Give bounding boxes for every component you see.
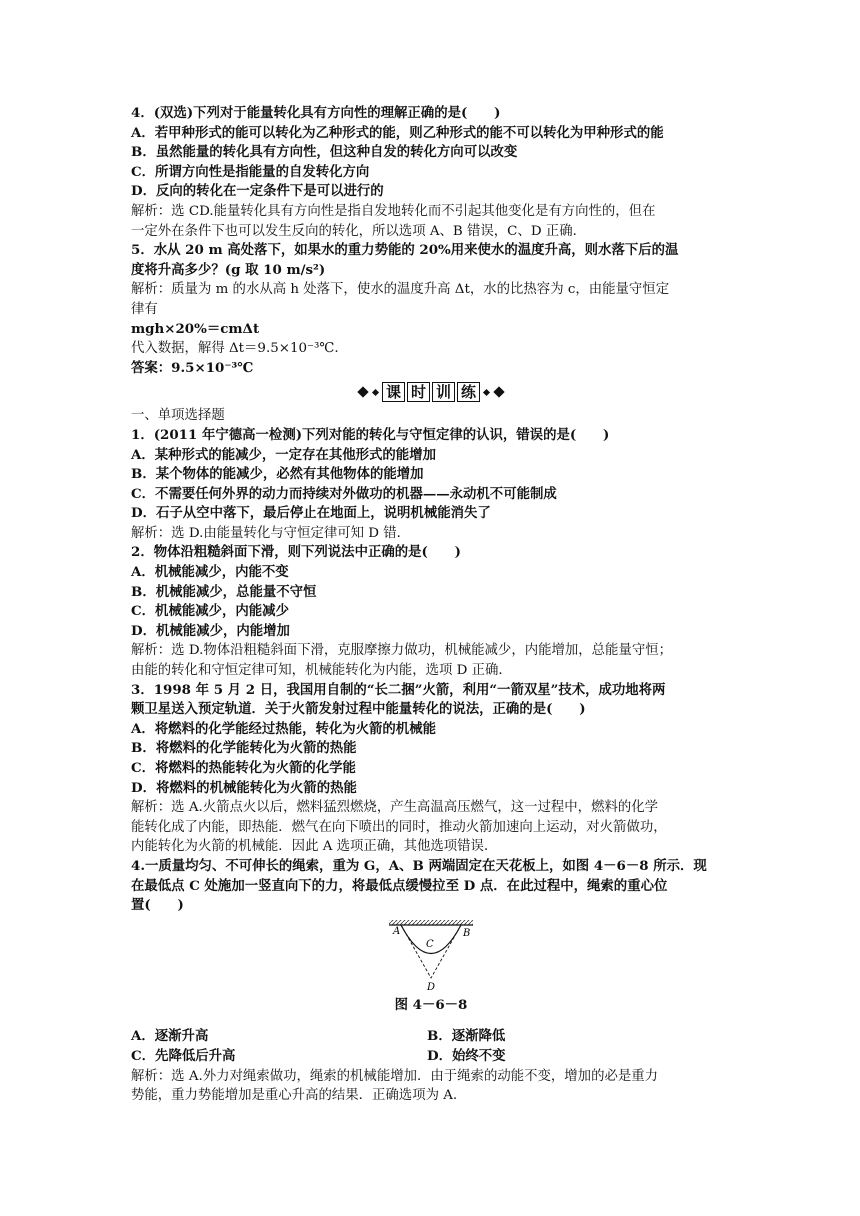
section-heading: 一、单项选择题 — [131, 408, 225, 424]
exercise-2-stem: 2．物体沿粗糙斜面下滑，则下列说法中正确的是( ) — [131, 544, 461, 561]
question-5-line-2: 度将升高多少？(g 取 10 m/s²) — [131, 261, 326, 278]
exercise-4-option-b: B．逐渐降低 — [427, 1028, 506, 1045]
label-c: C — [426, 938, 434, 950]
answer-5-result: 代入数据，解得 Δt＝9.5×10⁻³℃. — [131, 341, 339, 357]
exercise-4-stem-line-2: 在最低点 C 处施加一竖直向下的力，将最低点缓慢拉至 D 点．在此过程中，绳索的重心位 — [131, 877, 668, 894]
label-d: D — [427, 981, 436, 993]
document-page — [131, 104, 731, 1106]
section-exercises — [131, 406, 731, 915]
answer-5-final: 答案：9.5×10⁻³℃ — [131, 359, 254, 376]
question-4-option-c: C．所谓方向性是指能量的自发转化方向 — [131, 163, 370, 180]
answer-5-line-1: 解析：质量为 m 的水从高 h 处落下，使水的温度升高 Δt，水的比热容为 c，由能量守恒定 — [131, 282, 670, 298]
answer-5-line-2: 律有 — [131, 301, 158, 317]
question-4-option-a: A．若甲种形式的能可以转化为乙种形式的能，则乙种形式的能不可以转化为甲种形式的能 — [131, 124, 664, 141]
section-previous-questions — [131, 104, 731, 378]
exercise-2-answer-line-2: 由能的转化和守恒定律可知，机械能转化为内能，选项 D 正确． — [131, 663, 512, 679]
exercise-3-answer-line-1: 解析：选 A.火箭点火以后，燃料猛烈燃烧，产生高温高压燃气，这一过程中，燃料的化学 — [131, 800, 659, 816]
exercise-1-option-d: D．石子从空中落下，最后停止在地面上，说明机械能消失了 — [131, 505, 491, 522]
exercise-2-answer-line-1: 解析：选 D.物体沿粗糙斜面下滑，克服摩擦力做功，机械能减少，内能增加，总能量守恒； — [131, 643, 673, 659]
exercise-1-stem: 1．(2011 年宁德高一检测)下列对能的转化与守恒定律的认识，错误的是( ) — [131, 426, 610, 443]
banner-char: 时 — [407, 382, 430, 402]
exercise-3-stem-line-1: 3．1998 年 5 月 2 日，我国用自制的“长二捆”火箭，利用“一箭双星”技术，成功地将两 — [131, 681, 666, 698]
exercise-3-option-c: C．将燃料的热能转化为火箭的化学能 — [131, 760, 356, 776]
diamond-icon — [493, 387, 504, 398]
rope-diagram — [383, 918, 479, 994]
section-banner — [131, 379, 731, 405]
rope-figure — [131, 918, 731, 996]
label-a: A — [393, 925, 401, 937]
exercise-4-option-a: A．逐渐升高 — [131, 1028, 209, 1045]
exercise-2-option-c: C．机械能减少，内能减少 — [131, 603, 289, 620]
question-5-line-1: 5．水从 20 m 高处落下，如果水的重力势能的 20%用来使水的温度升高，则水落下后的温 — [131, 242, 679, 259]
exercise-4-options-row-1 — [131, 1027, 731, 1047]
rope-pulled-dashed — [401, 925, 461, 978]
answer-5-equation: mgh×20%＝cmΔt — [131, 320, 260, 337]
exercise-1-option-a: A．某种形式的能减少，一定存在其他形式的能增加 — [131, 446, 436, 463]
question-4-option-b: B．虽然能量的转化具有方向性，但这种自发的转化方向可以改变 — [131, 144, 518, 161]
label-b: B — [463, 927, 471, 939]
exercise-3-stem-line-2: 颗卫星送入预定轨道．关于火箭发射过程中能量转化的说法，正确的是( ) — [131, 701, 586, 718]
answer-4-line-1: 解析：选 CD.能量转化具有方向性是指自发地转化而不引起其他变化是有方向性的，但在 — [131, 203, 656, 219]
exercise-4-options-row-2 — [131, 1047, 731, 1067]
answer-4-line-2: 一定外在条件下也可以发生反向的转化，所以选项 A、B 错误，C、D 正确． — [131, 223, 586, 239]
banner-char: 训 — [432, 382, 455, 402]
exercise-1-option-c: C．不需要任何外界的动力而持续对外做功的机器——永动机不可能制成 — [131, 485, 557, 502]
figure-caption: 图 4－6－8 — [394, 996, 468, 1013]
banner-char: 练 — [457, 382, 480, 402]
exercise-2-option-b: B．机械能减少，总能量不守恒 — [131, 583, 317, 600]
diamond-icon — [357, 387, 368, 398]
exercise-3-option-b: B．将燃料的化学能转化为火箭的热能 — [131, 740, 357, 757]
exercise-3-option-a: A．将燃料的化学能经过热能，转化为火箭的机械能 — [131, 720, 436, 737]
exercise-1-option-b: B．某个物体的能减少，必然有其他物体的能增加 — [131, 466, 424, 483]
exercise-3-answer-line-3: 内能转化为火箭的机械能．因此 A 选项正确，其他选项错误． — [131, 839, 498, 855]
diamond-icon — [483, 389, 490, 396]
banner-char: 课 — [382, 382, 405, 402]
exercise-4-answer-line-2: 势能，重力势能增加是重心升高的结果．正确选项为 A. — [131, 1088, 458, 1104]
exercise-4-option-c: C．先降低后升高 — [131, 1047, 236, 1064]
exercise-4-option-d: D．始终不变 — [427, 1047, 506, 1064]
exercise-4-stem-line-1: 4.一质量均匀、不可伸长的绳索，重为 G，A、B 两端固定在天花板上，如图 4－6－8 所示．现 — [131, 857, 707, 874]
exercise-3-answer-line-2: 能转化成了内能，即热能．燃气在向下喷出的同时，推动火箭加速向上运动，对火箭做功， — [131, 819, 667, 835]
exercise-4-stem-line-3: 置( ) — [131, 897, 184, 914]
exercise-1-answer: 解析：选 D.由能量转化与守恒定律可知 D 错． — [131, 525, 411, 541]
exercise-2-option-d: D．机械能减少，内能增加 — [131, 622, 290, 639]
question-4-stem: 4．(双选)下列对于能量转化具有方向性的理解正确的是( ) — [131, 105, 501, 121]
diamond-icon — [372, 389, 379, 396]
exercise-3-option-d: D．将燃料的机械能转化为火箭的热能 — [131, 779, 357, 796]
exercise-4-answer-line-1: 解析：选 A.外力对绳索做功，绳索的机械能增加．由于绳索的动能不变，增加的必是重力 — [131, 1068, 659, 1084]
question-4-option-d: D．反向的转化在一定条件下是可以进行的 — [131, 183, 384, 200]
ceiling-hatch — [389, 920, 473, 925]
exercise-2-option-a: A．机械能减少，内能不变 — [131, 564, 289, 581]
